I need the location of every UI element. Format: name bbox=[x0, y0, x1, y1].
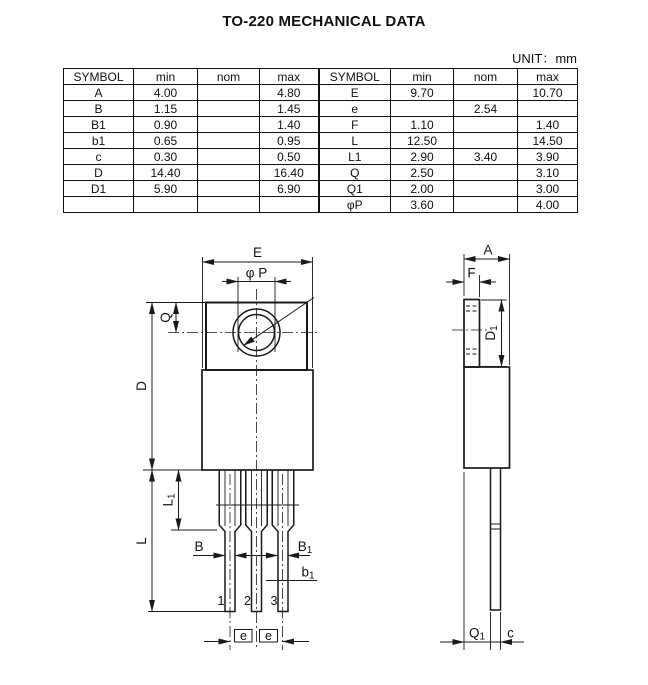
dim-label-L: L bbox=[134, 537, 149, 545]
dim-label-B1: B1 bbox=[297, 539, 313, 556]
pin3-outline bbox=[272, 470, 294, 612]
dim-Q1c-extensions bbox=[464, 472, 501, 650]
table-cell: B bbox=[64, 101, 134, 117]
table-cell: 4.00 bbox=[134, 85, 198, 101]
table-cell: B1 bbox=[64, 117, 134, 133]
unit-label: UNIT：mm bbox=[512, 51, 577, 66]
table-cell: 2.54 bbox=[454, 101, 518, 117]
table-cell: e bbox=[319, 101, 391, 117]
table-cell: 0.30 bbox=[134, 149, 198, 165]
table-cell: 1.15 bbox=[134, 101, 198, 117]
table-cell: 1.40 bbox=[518, 117, 578, 133]
table-header-cell: SYMBOL bbox=[319, 69, 391, 85]
table-cell: F bbox=[319, 117, 391, 133]
dim-label-b1: b1 bbox=[301, 564, 315, 582]
dim-label-e1: e bbox=[240, 629, 247, 643]
table-header-cell: max bbox=[518, 69, 578, 85]
table-cell: 0.65 bbox=[134, 133, 198, 149]
side-view bbox=[440, 243, 524, 651]
table-header-cell: min bbox=[391, 69, 454, 85]
table-cell: 2.50 bbox=[391, 165, 454, 181]
table-cell: 12.50 bbox=[391, 133, 454, 149]
table-cell: 2.90 bbox=[391, 149, 454, 165]
table-cell: 3.00 bbox=[518, 181, 578, 197]
table-cell: φP bbox=[319, 197, 391, 213]
pin-number-3: 3 bbox=[270, 594, 278, 608]
table-cell: 16.40 bbox=[260, 165, 319, 181]
table-header-cell: nom bbox=[454, 69, 518, 85]
table-cell: D1 bbox=[64, 181, 134, 197]
dim-label-P: φ P bbox=[245, 265, 268, 281]
table-cell: L bbox=[319, 133, 391, 149]
table-cell: A bbox=[64, 85, 134, 101]
table-header-cell: max bbox=[260, 69, 319, 85]
table-cell: 0.90 bbox=[134, 117, 198, 133]
table-cell: 9.70 bbox=[391, 85, 454, 101]
dim-label-F: F bbox=[467, 265, 476, 281]
table-header-cell: SYMBOL bbox=[64, 69, 134, 85]
side-lead-outline bbox=[491, 468, 501, 610]
table-cell: 2.00 bbox=[391, 181, 454, 197]
dim-label-Q: Q bbox=[158, 312, 173, 323]
table-header-cell: nom bbox=[198, 69, 260, 85]
side-lead-notch bbox=[491, 524, 501, 529]
table-cell: D bbox=[64, 165, 134, 181]
pin-number-2: 2 bbox=[244, 594, 251, 608]
table-cell: 3.40 bbox=[454, 149, 518, 165]
table-header-cell: min bbox=[134, 69, 198, 85]
table-cell: 0.95 bbox=[260, 133, 319, 149]
side-body-outline bbox=[464, 367, 510, 468]
dim-label-Q1: Q1 bbox=[468, 625, 486, 643]
table-cell: 4.00 bbox=[518, 197, 578, 213]
dim-label-A: A bbox=[483, 242, 493, 258]
table-cell: 3.10 bbox=[518, 165, 578, 181]
table-cell: 1.10 bbox=[391, 117, 454, 133]
table-cell: 6.90 bbox=[260, 181, 319, 197]
table-cell: L1 bbox=[319, 149, 391, 165]
table-cell: 14.40 bbox=[134, 165, 198, 181]
dim-label-c: c bbox=[507, 625, 514, 641]
dim-label-D: D bbox=[134, 381, 149, 391]
dim-label-E: E bbox=[252, 245, 263, 260]
dim-label-L1: L1 bbox=[160, 493, 178, 507]
dim-label-B: B bbox=[194, 539, 204, 554]
side-tab-outline bbox=[464, 300, 480, 368]
front-view bbox=[134, 245, 318, 650]
dim-label-D1: D1 bbox=[483, 325, 500, 341]
table-cell: 0.50 bbox=[260, 149, 319, 165]
table-cell: c bbox=[64, 149, 134, 165]
table-cell: 5.90 bbox=[134, 181, 198, 197]
pin-number-1: 1 bbox=[217, 594, 225, 608]
table-cell: 3.90 bbox=[518, 149, 578, 165]
page-title: TO-220 MECHANICAL DATA bbox=[222, 13, 426, 30]
body-outline bbox=[202, 370, 313, 470]
table-cell: 1.40 bbox=[260, 117, 319, 133]
table-cell: 10.70 bbox=[518, 85, 578, 101]
table-cell: 4.80 bbox=[260, 85, 319, 101]
table-cell: 14.50 bbox=[518, 133, 578, 149]
dim-label-e2: e bbox=[265, 629, 272, 643]
table-cell: b1 bbox=[64, 133, 134, 149]
table-cell: 1.45 bbox=[260, 101, 319, 117]
table-cell: Q bbox=[319, 165, 391, 181]
table-cell: Q1 bbox=[319, 181, 391, 197]
table-cell: 3.60 bbox=[391, 197, 454, 213]
table-cell: E bbox=[319, 85, 391, 101]
